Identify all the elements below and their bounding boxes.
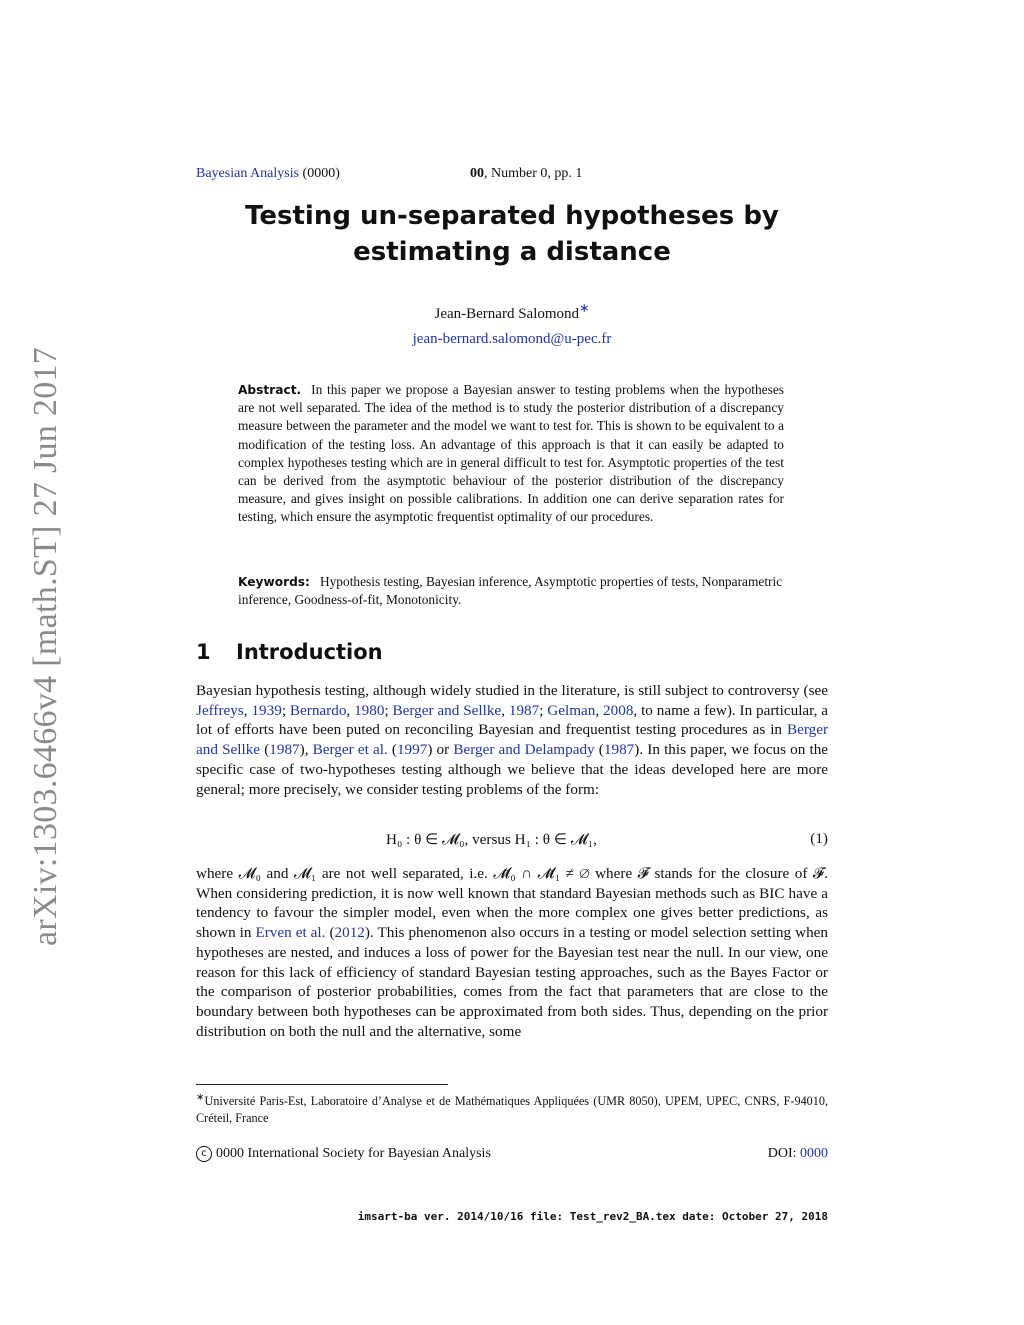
author-email-link[interactable]: jean-bernard.salomond@u-pec.fr [412, 331, 612, 347]
journal-name-link[interactable]: Bayesian Analysis [196, 166, 300, 181]
paper-title: Testing un-separated hypotheses by estimating a distance [245, 201, 779, 267]
doi-link[interactable]: 0000 [800, 1146, 828, 1161]
section-title: Introduction [236, 640, 383, 664]
citation-year-link[interactable]: 2012 [334, 924, 365, 942]
abstract-text: In this paper we propose a Bayesian answer to testing problems when the hypotheses are not well separated. The idea of the method is to study the posterior distribution of a discrepancy measure between the parameter and the model we want to test for. This is shown to be equivalent to a modification of the testing loss. An advantage of this approach is that it can easily be adapted to complex hypotheses testing which are in general difficult to test for. Asymptotic properties of the test can be derived from the asymptotic behaviour of the posterior distribution of the discrepancy measure, and gives insight on possible calibrations. In addition one can derive separation rates for testing, which ensure the asymptotic frequentist optimality of our procedures. [238, 382, 784, 525]
section-heading [196, 640, 383, 664]
imsart-footer: imsart-ba ver. 2014/10/16 file: Test_rev2_BA.tex date: October 27, 2018 [357, 1210, 828, 1223]
intro-paragraph-1: Bayesian hypothesis testing, although widely studied in the literature, is still subject to controversy (see Jeffreys, 1939; Bernardo, 1980; Berger and Sellke, 1987; Gelman, 2008, to name a few). In particular, a lot of efforts have been puted on reconciling Bayesian and frequentist testing procedures as in Berger and Sellke (1987), Berger et al. (1997) or Berger and Delampady (1987). In this paper, we focus on the specific case of two-hypotheses testing although we believe that the ideas developed here are more general; more precisely, we consider testing problems of the form: [196, 682, 829, 798]
citation-year-link[interactable]: 1980 [354, 701, 385, 719]
citation-link[interactable]: Gelman [547, 701, 596, 719]
citation-year-link[interactable]: 1987 [603, 741, 635, 759]
citation-year-link[interactable]: 1987 [269, 741, 300, 759]
author-name: Jean-Bernard Salomond [434, 306, 580, 322]
citation-year-link[interactable]: 1939 [251, 701, 282, 719]
text-run: or [436, 741, 454, 759]
citation-link[interactable]: Bernardo [289, 701, 347, 719]
text-run: Bayesian hypothesis testing, although widely studied in the literature, is still subject to controversy (see [196, 682, 828, 699]
intro-paragraph-2: where 𝓜₀ and 𝓜₁ are not well separated, i.e. 𝓜̄₀ ∩ 𝓜̄₁ ≠ ∅ where 𝓕̄ stands for the closure of 𝓕. When considering prediction, it is now well known that standard Bayesian methods such as BIC have a tendency to favour the simpler model, even when the more complex one gives better predictions, as shown in Erven et al. (2012). This phenomenon also occurs in a testing or model selection setting when hypotheses are nested, and induces a loss of power for the Bayesian test near the null. In our view, one reason for this lack of efficiency of standard Bayesian testing approaches, such as the Bayes Factor or the comparison of posterior probabilities, comes from the fact that parameters that are close to the boundary between both hypotheses can be approximated from both sides. Thus, depending on the prior distribution on both the null and the alternative, some [196, 865, 829, 1040]
footnote-text: Université Paris-Est, Laboratoire d’Analyse et de Mathématiques Appliquées (UMR 8050), UPEM, UPEC, CNRS, F-94010, Créteil, France [196, 1094, 828, 1126]
text-run: where 𝓜₀ and 𝓜₁ are not well separated, i.e. 𝓜̄₀ ∩ 𝓜̄₁ ≠ ∅ where 𝓕̄ stands for the closure of 𝓕. When considering prediction, it is now well known that standard Bayesian methods such as BIC have a tendency to favour the simpler model, even when the more complex one gives better predictions, as shown in [196, 865, 828, 942]
footnote-rule [196, 1084, 448, 1085]
abstract-label: Abstract. [238, 383, 302, 397]
citation-link[interactable]: Berger et al. [312, 741, 388, 759]
text-run: . This phenomenon also occurs in a testing or model selection setting when hypotheses are nested, and induces a loss of power for the Bayesian test near the null. In our view, one reason for this lack of efficiency of standard Bayesian testing approaches, such as the Bayes Factor or the comparison of posterior probabilities, comes from the fact that parameters that are close to the boundary between both hypotheses can be approximated from both sides. Thus, depending on the prior distribution on both the null and the alternative, some [196, 924, 829, 1040]
doi [768, 1146, 828, 1162]
journal-header [196, 166, 583, 182]
author-line [196, 300, 828, 323]
keywords [238, 573, 784, 609]
volume-number: 00 [470, 166, 484, 181]
text-run: . In this paper, we focus on the specific case of two-hypotheses testing although we believe that the ideas developed here are more general; more precisely, we consider testing problems of the form: [196, 741, 829, 798]
keywords-text: Hypothesis testing, Bayesian inference, Asymptotic properties of tests, Nonparametric inference, Goodness-of-fit, Monotonicity. [238, 574, 783, 608]
volume-info [470, 166, 582, 182]
citation-year-link[interactable]: 1987 [508, 701, 540, 719]
copyright-line [196, 1146, 828, 1162]
section-number: 1 [196, 640, 211, 664]
journal-year: (0000) [302, 166, 340, 181]
text-run: to name a few). In particular, a lot of efforts have been puted on reconciling Bayesian and frequentist testing procedures as in [196, 701, 829, 739]
doi-label: DOI: [767, 1146, 800, 1161]
arxiv-stamp: arXiv:1303.6466v4 [math.ST] 27 Jun 2017 [27, 346, 64, 946]
citation-link[interactable]: Berger and Sellke [392, 701, 502, 719]
equation-body: H₀ : θ ∈ 𝓜₀, versus H₁ : θ ∈ 𝓜₁, [386, 831, 597, 848]
copyright-text: 0000 International Society for Bayesian Analysis [216, 1146, 491, 1161]
footnote-marker: ∗ [196, 1092, 205, 1103]
citation-year-link[interactable]: 1997 [396, 741, 428, 759]
citation-link[interactable]: Berger and Delampady [453, 741, 595, 759]
copyright-symbol: c [196, 1146, 212, 1162]
footnote [196, 1089, 828, 1127]
abstract [238, 381, 784, 527]
citation-link[interactable]: Jeffreys [196, 701, 244, 719]
equation-number: (1) [810, 830, 828, 847]
equation-1 [196, 830, 828, 852]
number-pages: , Number 0, pp. 1 [484, 166, 583, 181]
citation-link[interactable]: Berger and Sellke [196, 721, 828, 759]
author-footnote-marker[interactable]: ∗ [579, 301, 590, 315]
citation-year-link[interactable]: 2008 [603, 701, 634, 719]
keywords-label: Keywords: [238, 575, 310, 589]
citation-link[interactable]: Erven et al. [255, 924, 326, 942]
